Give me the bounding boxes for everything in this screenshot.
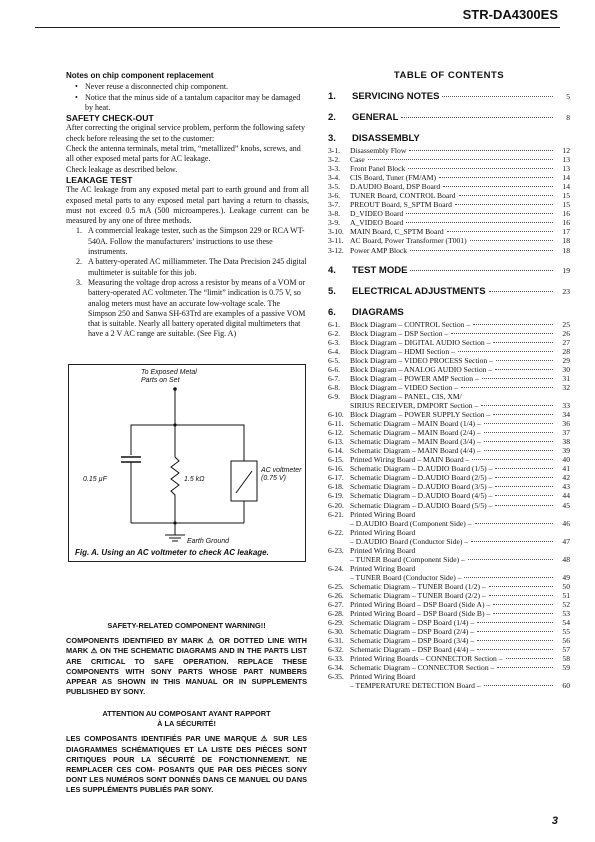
toc-entry-title: Schematic Diagram – TUNER Board (1/2) – xyxy=(350,581,486,591)
toc-entry-title: Printed Wiring Board – DSP Board (Side B) – xyxy=(350,609,491,619)
toc-entry-title: Block Diagram – DSP Section – xyxy=(350,328,449,338)
toc-entry-page: 59 xyxy=(562,663,570,673)
toc-leader xyxy=(493,613,553,614)
toc-entry-title: Case xyxy=(350,155,365,165)
toc-entry[interactable] xyxy=(328,618,570,627)
toc-entry-title: Block Diagram – ANALOG AUDIO Section – xyxy=(350,364,493,374)
toc-leader xyxy=(493,414,553,415)
toc-entry-title: PREOUT Board, S_SPTM Board xyxy=(350,200,452,210)
toc-entry-title: Schematic Diagram – DSP Board (3/4) – xyxy=(350,636,475,646)
toc-entry[interactable] xyxy=(328,155,570,164)
toc-entry[interactable] xyxy=(328,591,570,600)
toc-entry-title: CIS Board, Tuner (FM/AM) xyxy=(350,173,437,183)
safety-para: After correcting the original service problem, perform the following safety check before releasing the set to the customer: xyxy=(66,123,306,143)
toc-entry-number: 6-28. xyxy=(328,609,344,619)
toc-entry[interactable] xyxy=(328,347,570,356)
toc-entry-title: Printed Wiring Board xyxy=(350,509,416,519)
toc-entry-page: 16 xyxy=(562,218,570,228)
ac-voltmeter-circuit xyxy=(69,365,307,563)
toc-entry[interactable] xyxy=(328,374,570,383)
resistor-label: 1.5 kΩ xyxy=(184,476,205,483)
safety-title: SAFETY CHECK-OUT xyxy=(66,113,154,124)
toc-leader xyxy=(410,250,553,251)
toc-entry-title: Schematic Diagram – DSP Board (4/4) – xyxy=(350,645,475,655)
toc-entry-title: A_VIDEO Board xyxy=(350,218,404,228)
left-column xyxy=(66,71,309,340)
toc-entry-title: – D.AUDIO Board (Conductor Side) – xyxy=(350,536,469,546)
table-of-contents xyxy=(328,70,570,690)
toc-leader xyxy=(406,222,553,223)
toc-leader xyxy=(471,541,553,542)
toc-leader xyxy=(481,405,553,406)
toc-entry-title: Printed Wiring Board xyxy=(350,527,416,537)
toc-section[interactable]: 1. SERVICING NOTES 5 xyxy=(328,91,570,102)
toc-entry-page: 54 xyxy=(562,618,570,628)
toc-entry-title: Schematic Diagram – D.AUDIO Board (1/5) – xyxy=(350,464,493,474)
toc-leader xyxy=(458,351,553,352)
toc-leader xyxy=(409,150,553,151)
toc-entry[interactable] xyxy=(328,636,570,645)
toc-entry[interactable] xyxy=(328,501,570,510)
toc-entry-number: 6-13. xyxy=(328,437,344,447)
toc-leader xyxy=(477,640,553,641)
notes-title: Notes on chip component replacement xyxy=(66,71,214,80)
toc-entry-title: D.AUDIO Board, DSP Board xyxy=(350,182,441,192)
toc-entry-number: 6-12. xyxy=(328,428,344,438)
toc-entry-title: Block Diagram – POWER SUPPLY Section – xyxy=(350,410,491,420)
toc-section[interactable]: 4. TEST MODE 19 xyxy=(328,264,570,276)
toc-entry-title: – D.AUDIO Board (Component Side) – xyxy=(350,518,472,528)
toc-entry-page: 37 xyxy=(562,428,570,438)
toc-entry[interactable] xyxy=(328,200,570,209)
toc-entry-title: Block Diagram – CONTROL Section – xyxy=(350,319,471,329)
figure-probe-label: To Exposed Metal Parts on Set xyxy=(141,369,197,384)
toc-entry[interactable] xyxy=(328,564,570,573)
header-rule xyxy=(35,27,560,28)
toc-leader xyxy=(475,523,554,524)
toc-entry-title: Schematic Diagram – D.AUDIO Board (2/5) – xyxy=(350,473,493,483)
toc-entry[interactable] xyxy=(328,537,570,546)
toc-entry-page: 29 xyxy=(562,355,570,365)
safety-warning-fr xyxy=(66,709,307,796)
toc-entry-number: 3-5. xyxy=(328,182,341,192)
toc-entry-title: Front Panel Block xyxy=(350,164,406,174)
toc-diagrams-list xyxy=(328,320,570,691)
safety-warning-en xyxy=(66,621,307,697)
toc-entry-title: Schematic Diagram – DSP Board (1/4) – xyxy=(350,618,475,628)
toc-entry[interactable] xyxy=(328,209,570,218)
toc-leader xyxy=(482,378,553,379)
capacitor-label: 0.15 µF xyxy=(83,476,107,483)
toc-entry-number: 6-24. xyxy=(328,563,344,573)
toc-entry-number: 6-8. xyxy=(328,382,341,392)
toc-entry[interactable] xyxy=(328,464,570,473)
toc-entry-page: 42 xyxy=(562,473,570,483)
toc-entry-page: 51 xyxy=(562,590,570,600)
toc-entry-number: 6-21. xyxy=(328,509,344,519)
toc-entry-page: 47 xyxy=(562,536,570,546)
toc-leader xyxy=(495,477,553,478)
toc-entry[interactable] xyxy=(328,437,570,446)
toc-entry[interactable] xyxy=(328,356,570,365)
toc-entry-number: 6-18. xyxy=(328,482,344,492)
toc-leader xyxy=(497,667,553,668)
toc-entry[interactable] xyxy=(328,401,570,410)
warning-fr-body: LES COMPOSANTS IDENTIFIÉS PAR UNE MARQUE ⚠ SUR LES DIAGRAMMES SCHÉMATIQUES ET LA LISTE DES PIÈCES SONT CRITIQUES POUR LA SÉCURITÉ DE FONCTIONNEMENT. NE REMPLACER CES COM- POSANTS QUE PAR DES PIÈCES SONY DONT LES NUMÉROS SONT DONNÉS DANS CE MANUEL OU DANS LES SUPPLÉMENTS PUBLIÉS PAR SONY. xyxy=(66,734,307,795)
toc-leader xyxy=(484,441,553,442)
toc-title: TABLE OF CONTENTS xyxy=(393,70,505,81)
toc-leader xyxy=(477,631,553,632)
toc-entry-title: Printed Wiring Board xyxy=(350,672,416,682)
toc-entry-title: Block Diagram – PANEL, CIS, XM/ xyxy=(350,391,462,401)
toc-entry[interactable] xyxy=(328,329,570,338)
toc-leader xyxy=(496,360,553,361)
toc-entry[interactable] xyxy=(328,681,570,690)
ground-label: Earth Ground xyxy=(187,538,230,545)
toc-entry-page: 16 xyxy=(562,209,570,219)
voltmeter-label: AC voltmeter (0.75 V) xyxy=(261,467,302,482)
toc-entry-page: 57 xyxy=(562,645,570,655)
toc-entry-title: Schematic Diagram – D.AUDIO Board (5/5) – xyxy=(350,500,493,510)
toc-entry-number: 3-6. xyxy=(328,191,341,201)
toc-leader xyxy=(470,240,553,241)
toc-leader xyxy=(459,195,553,196)
toc-entry-number: 6-17. xyxy=(328,473,344,483)
toc-entry-page: 49 xyxy=(562,572,570,582)
toc-section[interactable]: 6. DIAGRAMS xyxy=(328,306,404,318)
toc-entry[interactable] xyxy=(328,627,570,636)
toc-entry-number: 3-11. xyxy=(328,236,344,246)
toc-entry-title: SIRIUS RECEIVER, DMPORT Section – xyxy=(350,400,479,410)
toc-entry-number: 6-3. xyxy=(328,337,341,347)
toc-entry-number: 3-9. xyxy=(328,218,341,228)
toc-entry-page: 25 xyxy=(562,319,570,329)
toc-entry-page: 38 xyxy=(562,437,570,447)
toc-entry-page: 60 xyxy=(562,681,570,691)
toc-leader xyxy=(484,432,553,433)
leakage-title: LEAKAGE TEST xyxy=(66,174,133,185)
toc-entry-title: Printed Wiring Board – DSP Board (Side A) – xyxy=(350,600,491,610)
toc-entry[interactable] xyxy=(328,546,570,555)
toc-leader xyxy=(451,333,553,334)
toc-entry-page: 32 xyxy=(562,382,570,392)
toc-entry-title: Schematic Diagram – D.AUDIO Board (3/5) – xyxy=(350,482,493,492)
toc-entry-number: 6-1. xyxy=(328,319,341,329)
toc-entry-page: 28 xyxy=(562,346,570,356)
toc-leader xyxy=(495,468,553,469)
warning-fr-title: ATTENTION AU COMPOSANT AYANT RAPPORT xyxy=(102,709,271,718)
toc-entry-number: 6-33. xyxy=(328,654,344,664)
toc-entry-page: 18 xyxy=(562,236,570,246)
toc-entry-title: Schematic Diagram – DSP Board (2/4) – xyxy=(350,627,475,637)
toc-disassembly-list xyxy=(328,146,570,255)
model-number: STR-DA4300ES xyxy=(462,7,558,22)
toc-entry-title: Block Diagram – DIGITAL AUDIO Section – xyxy=(350,337,491,347)
toc-entry[interactable] xyxy=(328,146,570,155)
toc-leader xyxy=(461,387,553,388)
toc-entry-number: 6-35. xyxy=(328,672,344,682)
toc-entry[interactable] xyxy=(328,164,570,173)
toc-entry[interactable] xyxy=(328,654,570,663)
toc-entry-number: 6-34. xyxy=(328,663,344,673)
toc-leader xyxy=(495,369,553,370)
toc-entry[interactable] xyxy=(328,227,570,236)
toc-entry-page: 12 xyxy=(562,146,570,155)
toc-leader xyxy=(477,649,553,650)
toc-entry[interactable] xyxy=(328,582,570,591)
toc-entry[interactable] xyxy=(328,609,570,618)
toc-entry-page: 52 xyxy=(562,600,570,610)
toc-entry-title: Printed Wiring Board xyxy=(350,563,416,573)
toc-entry-title: TUNER Board, CONTROL Board xyxy=(350,191,456,201)
toc-section[interactable]: 5. ELECTRICAL ADJUSTMENTS 23 xyxy=(328,285,570,297)
toc-entry[interactable] xyxy=(328,173,570,182)
toc-entry-number: 6-15. xyxy=(328,455,344,465)
toc-leader xyxy=(439,177,553,178)
toc-entry-page: 17 xyxy=(562,227,570,237)
toc-leader xyxy=(495,495,553,496)
toc-entry-title: – TUNER Board (Component Side) – xyxy=(350,554,465,564)
toc-leader xyxy=(472,459,553,460)
toc-entry-number: 6-32. xyxy=(328,645,344,655)
warning-body: COMPONENTS IDENTIFIED BY MARK ⚠ OR DOTTED LINE WITH MARK ⚠ ON THE SCHEMATIC DIAGRAMS AND IN THE PARTS LIST ARE CRITICAL TO SAFE OPERATION. REPLACE THESE COMPONENTS WITH SONY PARTS WHOSE PART NUMBERS APPEAR AS SHOWN IN THIS MANUAL OR IN SUPPLEMENTS PUBLISHED BY SONY. xyxy=(66,636,307,697)
toc-leader xyxy=(506,658,553,659)
toc-entry-page: 26 xyxy=(562,328,570,338)
safety-para: Check leakage as described below. xyxy=(66,164,178,174)
toc-leader xyxy=(368,159,553,160)
toc-entry[interactable] xyxy=(328,236,570,245)
toc-entry[interactable] xyxy=(328,600,570,609)
toc-entry-number: 6-26. xyxy=(328,590,344,600)
figure-a xyxy=(68,364,306,562)
leakage-methods xyxy=(66,226,309,339)
toc-entry[interactable] xyxy=(328,392,570,401)
toc-entry-number: 3-4. xyxy=(328,173,341,183)
toc-leader xyxy=(408,168,553,169)
toc-entry[interactable] xyxy=(328,365,570,374)
toc-entry-page: 13 xyxy=(562,155,570,165)
toc-entry[interactable] xyxy=(328,473,570,482)
toc-entry-page: 56 xyxy=(562,636,570,646)
toc-entry-number: 6-9. xyxy=(328,391,341,401)
toc-entry[interactable] xyxy=(328,383,570,392)
toc-entry-page: 53 xyxy=(562,609,570,619)
toc-entry-page: 15 xyxy=(562,200,570,210)
toc-leader xyxy=(455,204,553,205)
toc-entry-number: 6-19. xyxy=(328,491,344,501)
toc-entry-title: Disassembly Flow xyxy=(350,146,407,155)
toc-entry-page: 27 xyxy=(562,337,570,347)
toc-entry-page: 31 xyxy=(562,373,570,383)
toc-entry[interactable] xyxy=(328,338,570,347)
toc-leader xyxy=(406,213,553,214)
toc-entry-page: 34 xyxy=(562,410,570,420)
toc-entry-title: Block Diagram – POWER AMP Section – xyxy=(350,373,479,383)
toc-entry-title: Schematic Diagram – TUNER Board (2/2) – xyxy=(350,590,486,600)
toc-entry-title: Schematic Diagram – MAIN Board (3/4) – xyxy=(350,437,481,447)
toc-leader xyxy=(493,342,553,343)
figure-caption: Fig. A. Using an AC voltmeter to check AC leakage. xyxy=(75,548,269,557)
leakage-method: 1. A commercial leakage tester, such as the Simpson 229 or RCA WT-540A. Follow the manufacturers’ instructions to use these instruments. xyxy=(76,226,305,257)
toc-entry-page: 41 xyxy=(562,464,570,474)
toc-entry-number: 3-2. xyxy=(328,155,341,165)
toc-entry[interactable] xyxy=(328,455,570,464)
leakage-method: 2. A battery-operated AC milliammeter. The Data Precision 245 digital multimeter is suitable for this job. xyxy=(76,257,307,277)
toc-entry[interactable] xyxy=(328,182,570,191)
toc-entry-page: 36 xyxy=(562,419,570,429)
toc-entry-title: – TEMPERATURE DETECTION Board – xyxy=(350,681,481,691)
toc-entry[interactable] xyxy=(328,510,570,519)
toc-entry-page: 44 xyxy=(562,491,570,501)
toc-entry-page: 46 xyxy=(562,518,570,528)
toc-entry-number: 6-10. xyxy=(328,410,344,420)
toc-entry-page: 43 xyxy=(562,482,570,492)
toc-entry-page: 18 xyxy=(562,245,570,255)
page-number: 3 xyxy=(551,815,558,827)
toc-entry-page: 58 xyxy=(562,654,570,664)
toc-entry-title: D_VIDEO Board xyxy=(350,209,404,219)
toc-entry-number: 6-11. xyxy=(328,419,344,429)
toc-entry[interactable] xyxy=(328,528,570,537)
toc-entry-page: 30 xyxy=(562,364,570,374)
toc-entry-number: 6-14. xyxy=(328,446,344,456)
toc-leader xyxy=(495,486,553,487)
toc-entry-title: Printed Wiring Board – MAIN Board – xyxy=(350,455,470,465)
toc-entry-number: 3-8. xyxy=(328,209,341,219)
leakage-method: 3. Measuring the voltage drop across a resistor by means of a VOM or battery-operated AC voltmeter. The “limit” indication is 0.75 V, so analog meters must have an accurate low-voltage scale. The Simpson 250 and Sanwa SH-63Trd are examples of a passive VOM that is suitable. Nearly all battery operated digital multimeters that have a 2 V AC range are suitable. (See Fig. A) xyxy=(76,277,306,339)
toc-entry-title: Printed Wiring Board xyxy=(350,545,416,555)
toc-section[interactable]: 2. GENERAL 8 xyxy=(328,112,570,123)
toc-leader xyxy=(477,622,553,623)
toc-entry-page: 15 xyxy=(562,191,570,201)
toc-entry-number: 6-27. xyxy=(328,600,344,610)
toc-entry-page: 50 xyxy=(562,581,570,591)
toc-entry-page: 13 xyxy=(562,164,570,174)
toc-leader xyxy=(489,595,553,596)
toc-leader xyxy=(473,324,553,325)
toc-leader xyxy=(464,577,553,578)
leakage-para: The AC leakage from any exposed metal part to earth ground and from all exposed metal parts to any exposed metal part having a return to chassis, must not exceed 0.5 mA (500 microamperes.). Leakage current can be measured by any one of three methods. xyxy=(66,185,309,226)
notes-bullet: • Never reuse a disconnected chip component. xyxy=(75,82,309,92)
toc-entry-number: 6-22. xyxy=(328,527,344,537)
warning-fr-title: À LA SÉCURITÉ! xyxy=(157,719,216,729)
toc-entry-number: 6-7. xyxy=(328,373,341,383)
toc-entry-page: 45 xyxy=(562,500,570,510)
toc-entry[interactable] xyxy=(328,645,570,654)
toc-entry[interactable] xyxy=(328,672,570,681)
toc-entry-number: 6-2. xyxy=(328,328,341,338)
toc-entry[interactable] xyxy=(328,519,570,528)
toc-entry-number: 6-5. xyxy=(328,355,341,365)
toc-leader xyxy=(489,586,553,587)
notes-bullet: • Notice that the minus side of a tantalum capacitor may be damaged by heat. xyxy=(75,93,309,114)
toc-entry-number: 3-1. xyxy=(328,146,341,155)
toc-entry-number: 6-30. xyxy=(328,627,344,637)
toc-entry-title: Schematic Diagram – MAIN Board (2/4) – xyxy=(350,428,481,438)
toc-entry-page: 48 xyxy=(562,554,570,564)
toc-entry-number: 6-25. xyxy=(328,581,344,591)
toc-entry-page: 14 xyxy=(562,173,570,183)
toc-entry[interactable] xyxy=(328,218,570,227)
toc-entry-title: Printed Wiring Boards – CONNECTOR Section – xyxy=(350,654,503,664)
toc-entry-number: 6-31. xyxy=(328,636,344,646)
toc-entry[interactable] xyxy=(328,246,570,255)
toc-leader xyxy=(443,186,553,187)
toc-entry-page: 55 xyxy=(562,627,570,637)
toc-entry-number: 6-4. xyxy=(328,346,341,356)
toc-entry[interactable] xyxy=(328,555,570,564)
toc-entry[interactable] xyxy=(328,410,570,419)
toc-leader xyxy=(484,685,553,686)
safety-para: Check the antenna terminals, metal trim, “metallized” knobs, screws, and all other exposed metal parts for AC leakage. xyxy=(66,144,301,164)
toc-entry-number: 3-10. xyxy=(328,227,344,237)
toc-entry-number: 6-6. xyxy=(328,364,341,374)
toc-entry[interactable] xyxy=(328,419,570,428)
toc-leader xyxy=(493,604,553,605)
toc-entry-page: 14 xyxy=(562,182,570,192)
toc-entry-number: 6-23. xyxy=(328,545,344,555)
notes-list xyxy=(75,82,309,113)
toc-entry-number: 3-3. xyxy=(328,164,341,174)
toc-entry-page: 39 xyxy=(562,446,570,456)
toc-entry-number: 6-16. xyxy=(328,464,344,474)
warning-title: SAFETY-RELATED COMPONENT WARNING!! xyxy=(107,621,266,630)
toc-entry[interactable] xyxy=(328,428,570,437)
toc-entry[interactable] xyxy=(328,191,570,200)
toc-entry-title: Schematic Diagram – CONNECTOR Section – xyxy=(350,663,495,673)
toc-leader xyxy=(484,450,553,451)
toc-leader xyxy=(495,505,553,506)
toc-entry[interactable] xyxy=(328,663,570,672)
toc-entry[interactable] xyxy=(328,491,570,500)
toc-entry-page: 33 xyxy=(562,400,570,410)
toc-entry-title: Schematic Diagram – MAIN Board (1/4) – xyxy=(350,419,481,429)
toc-section[interactable]: 3. DISASSEMBLY xyxy=(328,133,420,144)
toc-entry-number: 3-7. xyxy=(328,200,341,210)
toc-entry-number: 6-20. xyxy=(328,500,344,510)
toc-entry[interactable] xyxy=(328,573,570,582)
toc-leader xyxy=(447,231,553,232)
toc-entry-title: Schematic Diagram – MAIN Board (4/4) – xyxy=(350,446,481,456)
toc-leader xyxy=(468,559,553,560)
toc-entry-title: – TUNER Board (Conductor Side) – xyxy=(350,572,462,582)
toc-entry-number: 6-29. xyxy=(328,618,344,628)
toc-entry-title: MAIN Board, C_SPTM Board xyxy=(350,227,444,237)
toc-entry-number: 3-12. xyxy=(328,245,344,255)
toc-entry-page: 40 xyxy=(562,455,570,465)
toc-entry-title: Power AMP Block xyxy=(350,245,408,255)
toc-entry[interactable] xyxy=(328,320,570,329)
toc-entry-title: Block Diagram – VIDEO Section – xyxy=(350,382,459,392)
toc-entry-title: Schematic Diagram – D.AUDIO Board (4/5) – xyxy=(350,491,493,501)
toc-entry[interactable] xyxy=(328,482,570,491)
toc-entry-title: Block Diagram – HDMI Section – xyxy=(350,346,455,356)
toc-entry-title: Block Diagram – VIDEO PROCESS Section – xyxy=(350,355,493,365)
toc-entry-title: AC Board, Power Transformer (T001) xyxy=(350,236,467,246)
toc-leader xyxy=(484,423,553,424)
toc-entry[interactable] xyxy=(328,446,570,455)
